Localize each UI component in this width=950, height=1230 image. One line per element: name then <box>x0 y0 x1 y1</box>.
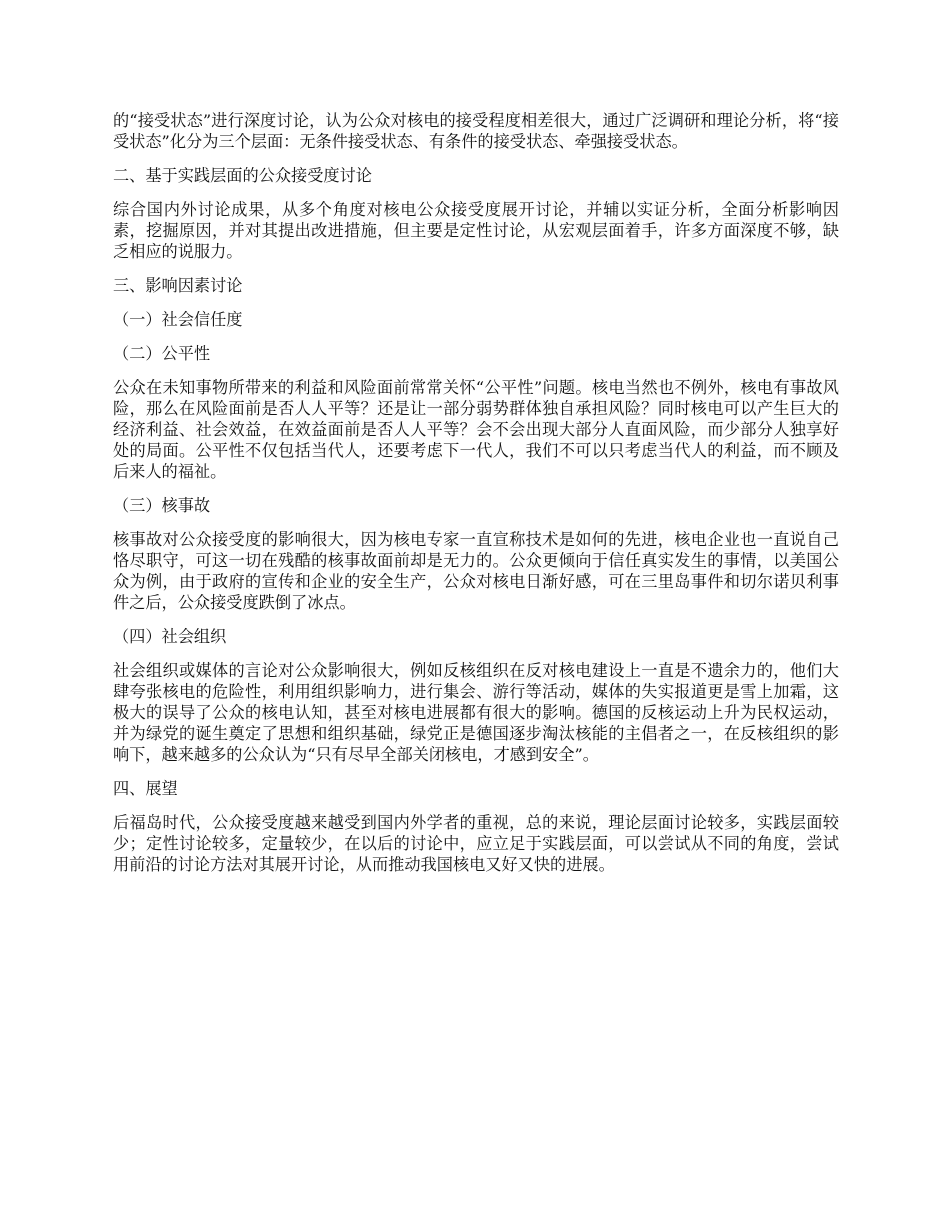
document-body <box>113 110 839 888</box>
paragraph-social-organization: 社会组织或媒体的言论对公众影响很大，例如反核组织在反对核电建设上一直是不遗余力的，他们大肆夸张核电的危险性，利用组织影响力，进行集会、游行等活动，媒体的失实报道更是雪上加霜，这极大的误导了公众的核电认知，甚至对核电进展都有很大的影响。德国的反核运动上升为民权运动，并为绿党的诞生奠定了思想和组织基础，绿党正是德国逐步淘汰核能的主倡者之一，在反核组织的影响下，越来越多的公众认为“只有尽早全部关闭核电，才感到安全”。 <box>113 661 839 764</box>
paragraph-outlook: 后福岛时代，公众接受度越来越受到国内外学者的重视，总的来说，理论层面讨论较多，实践层面较少；定性讨论较多，定量较少，在以后的讨论中，应立足于实践层面，可以尝试从不同的角度，尝试用前沿的讨论方法对其展开讨论，从而推动我国核电又好又快的进展。 <box>113 813 839 874</box>
paragraph-fairness: 公众在未知事物所带来的利益和风险面前常常关怀“公平性”问题。核电当然也不例外，核电有事故风险，那么在风险面前是否人人平等？还是让一部分弱势群体独自承担风险？同时核电可以产生巨大的经济利益、社会效益，在效益面前是否人人平等？会不会出现大部分人直面风险，而少部分人独享好处的局面。公平性不仅包括当代人，还要考虑下一代人，我们不可以只考虑当代人的利益，而不顾及后来人的福祉。 <box>113 378 839 481</box>
paragraph-nuclear-accident: 核事故对公众接受度的影响很大，因为核电专家一直宣称技术是如何的先进，核电企业也一直说自己恪尽职守，可这一切在残酷的核事故面前却是无力的。公众更倾向于信任真实发生的事情，以美国公众为例，由于政府的宣传和企业的安全生产，公众对核电日渐好感，可在三里岛事件和切尔诺贝利事件之后，公众接受度跌倒了冰点。 <box>113 530 839 612</box>
section-heading-3: 三、影响因素讨论 <box>113 276 243 295</box>
section-heading-4: 四、展望 <box>113 779 178 798</box>
paragraph-practice-level: 综合国内外讨论成果，从多个角度对核电公众接受度展开讨论，并辅以实证分析，全面分析影响因素，挖掘原因，并对其提出改进措施，但主要是定性讨论，从宏观层面着手，许多方面深度不够，缺乏相应的说服力。 <box>113 200 839 261</box>
section-heading-2: 二、基于实践层面的公众接受度讨论 <box>113 166 372 185</box>
paragraph-acceptance-state: 的“接受状态”进行深度讨论，认为公众对核电的接受程度相差很大，通过广泛调研和理论分析，将“接受状态”化分为三个层面：无条件接受状态、有条件的接受状态、牵强接受状态。 <box>113 111 839 151</box>
subheading-social-trust: （一）社会信任度 <box>113 310 243 329</box>
subheading-social-organization: （四）社会组织 <box>113 627 227 646</box>
subheading-fairness: （二）公平性 <box>113 344 211 363</box>
subheading-nuclear-accident: （三）核事故 <box>113 496 211 515</box>
